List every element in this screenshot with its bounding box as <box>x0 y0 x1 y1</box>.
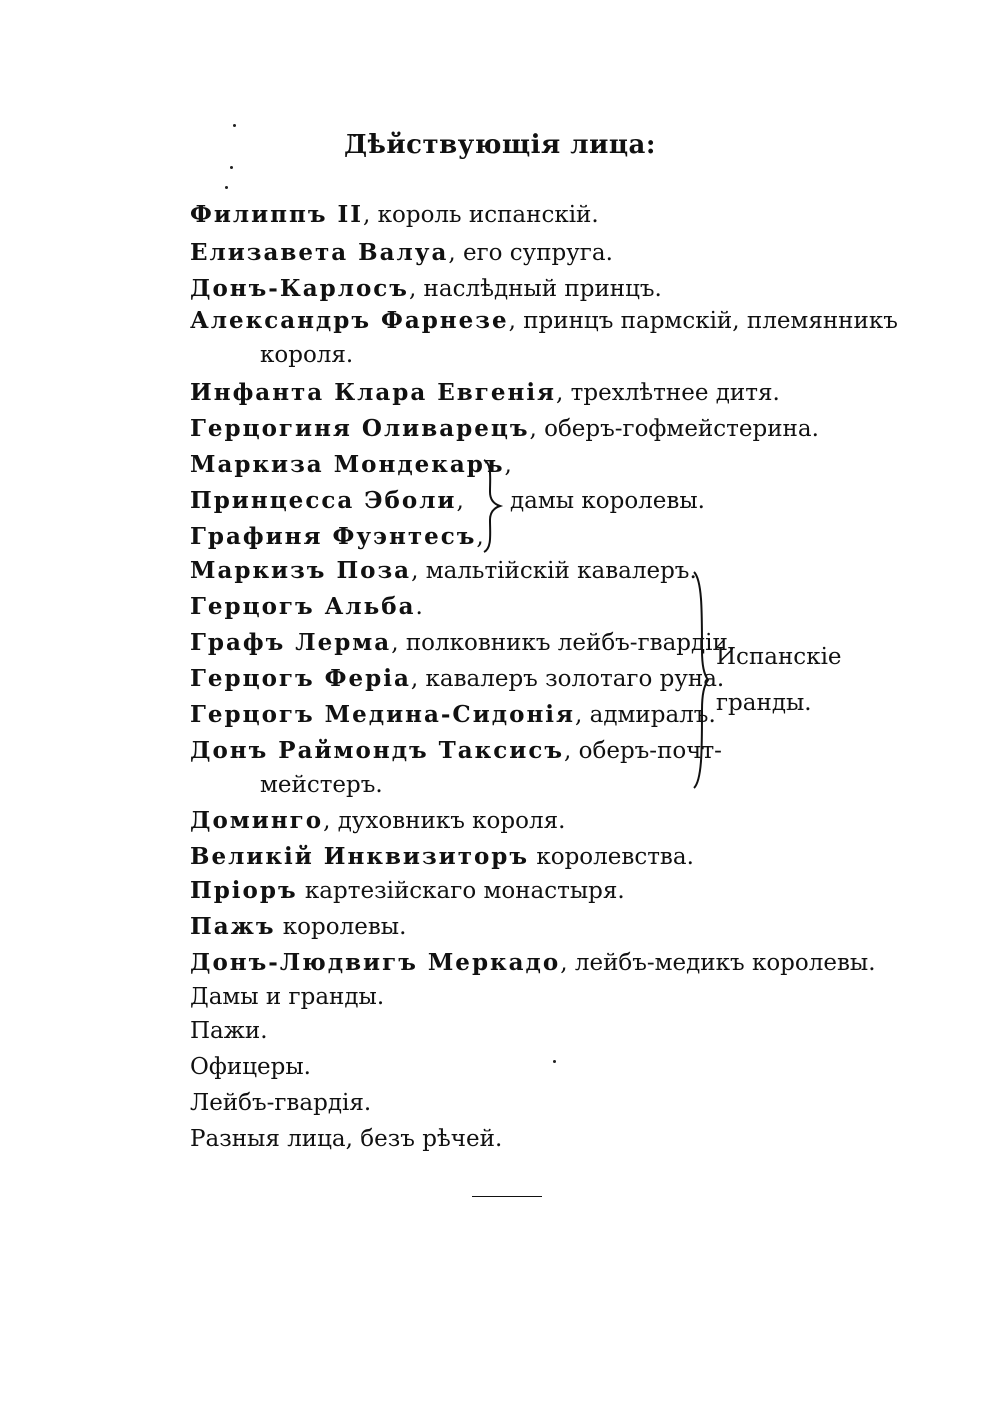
character-name: Филиппъ II <box>190 201 363 228</box>
character-name: Герцогъ Альба <box>190 593 416 620</box>
character-name: Графъ Лерма <box>190 629 392 656</box>
character-description: , <box>476 524 484 550</box>
character-name: Принцесса Эболи <box>190 487 457 514</box>
character-description: Пажи. <box>190 1018 268 1044</box>
character-description: , полковникъ лейбъ-гвардіи. <box>391 630 736 656</box>
character-description: Лейбъ-гвардія. <box>190 1090 372 1116</box>
character-name: Елизавета Валуа <box>190 239 449 266</box>
cast-entry-continuation: мейстеръ. <box>260 772 383 798</box>
ladies-brace <box>478 458 504 554</box>
character-description: , оберъ-гофмейстерина. <box>529 416 819 442</box>
cast-entry <box>190 1088 371 1118</box>
cast-entry-continuation: короля. <box>260 342 354 368</box>
character-name: Маркиза Мондекаръ <box>190 451 505 478</box>
cast-entry <box>190 948 876 978</box>
cast-entry <box>190 1124 502 1154</box>
character-description: Офицеры. <box>190 1054 311 1080</box>
character-name: Маркизъ Поза <box>190 557 412 584</box>
character-description: , лейбъ-медикъ королевы. <box>560 950 876 976</box>
character-description: . <box>415 594 423 620</box>
cast-entry <box>190 200 599 230</box>
character-name: Герцогъ Феріа <box>190 665 411 692</box>
cast-entry <box>190 700 716 730</box>
character-name: Пріоръ <box>190 877 298 904</box>
character-description: Дамы и гранды. <box>190 984 385 1010</box>
cast-entry <box>190 664 724 694</box>
cast-entry <box>190 522 484 552</box>
cast-entry <box>190 556 697 586</box>
grandees-group-label-2: гранды. <box>716 690 812 716</box>
character-description: , наслѣдный принцъ. <box>408 276 662 302</box>
character-name: Донъ Раймондъ Таксисъ <box>190 737 565 764</box>
character-description: Разныя лица, безъ рѣчей. <box>190 1126 503 1152</box>
cast-entry <box>190 592 423 622</box>
character-description: , его супруга. <box>448 240 613 266</box>
character-description: картезійскаго монастыря. <box>297 878 625 904</box>
character-description: , король испанскій. <box>363 202 599 228</box>
cast-entry <box>190 274 662 304</box>
print-speck <box>233 124 236 127</box>
character-description: королевства. <box>529 844 694 870</box>
character-name: Инфанта Клара Евгенія <box>190 379 557 406</box>
character-name: Герцогиня Оливарецъ <box>190 415 530 442</box>
character-description: , духовникъ короля. <box>323 808 566 834</box>
character-description: , адмиралъ. <box>575 702 716 728</box>
character-description: , <box>504 452 512 478</box>
grandees-brace <box>688 570 712 790</box>
print-speck <box>553 1060 556 1063</box>
cast-entry <box>190 238 613 268</box>
character-name: Графиня Фуэнтесъ <box>190 523 477 550</box>
cast-entry <box>190 806 565 836</box>
character-name: Великій Инквизиторъ <box>190 843 530 870</box>
cast-entry <box>190 414 819 444</box>
character-description: , оберъ-почт- <box>564 738 722 764</box>
cast-entry <box>190 628 735 658</box>
cast-entry <box>190 842 694 872</box>
character-name: Герцогъ Медина-Сидонія <box>190 701 576 728</box>
cast-entry <box>190 912 406 942</box>
character-name: Александръ Фарнезе <box>190 307 509 334</box>
ladies-group-label: дамы королевы. <box>510 488 705 514</box>
cast-entry <box>190 1016 268 1046</box>
character-description: , <box>456 488 464 514</box>
cast-entry <box>190 982 384 1012</box>
character-description: , кавалеръ золотаго руна. <box>410 666 725 692</box>
character-name: Донъ-Людвигъ Меркадо <box>190 949 561 976</box>
print-speck <box>225 186 228 189</box>
cast-entry <box>190 450 512 480</box>
grandees-group-label: Испанскіе <box>716 644 842 670</box>
character-name: Пажъ <box>190 913 276 940</box>
cast-entry <box>190 736 722 766</box>
character-description: королевы. <box>275 914 407 940</box>
cast-entry <box>190 1052 311 1082</box>
end-rule <box>472 1196 542 1197</box>
cast-entry <box>190 306 898 336</box>
character-description: , мальтійскій кавалеръ. <box>411 558 697 584</box>
character-name: Доминго <box>190 807 324 834</box>
print-speck <box>230 166 233 169</box>
character-description: , принцъ пармскій, племянникъ <box>508 308 898 334</box>
cast-entry <box>190 876 625 906</box>
cast-entry <box>190 486 464 516</box>
character-name: Донъ-Карлосъ <box>190 275 409 302</box>
page-title: Дѣйствующія лица: <box>343 130 657 160</box>
cast-entry <box>190 378 780 408</box>
character-description: , трехлѣтнее дитя. <box>556 380 780 406</box>
